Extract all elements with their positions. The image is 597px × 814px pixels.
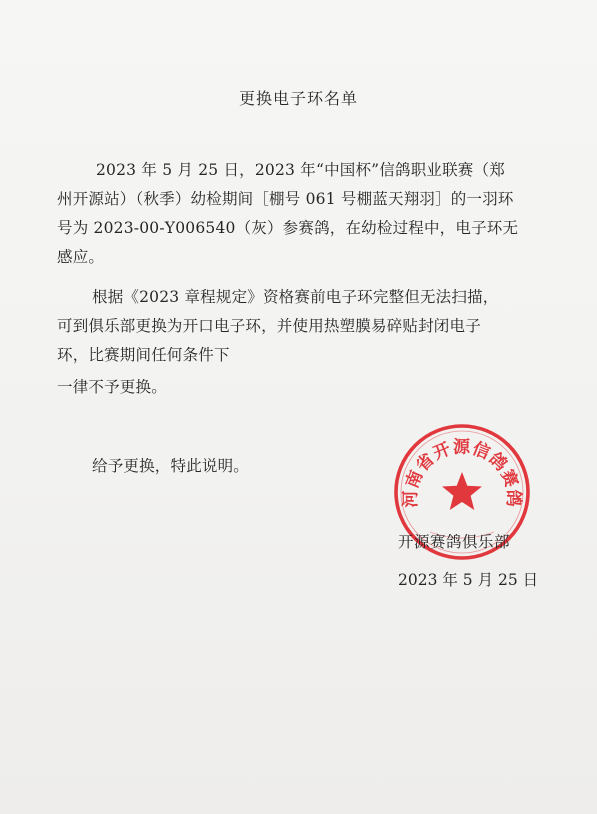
- seal-star-icon: [442, 472, 482, 510]
- signature-date: 2023 年 5 月 25 日: [398, 571, 539, 589]
- signature-organization: 开源赛鸽俱乐部: [398, 533, 511, 551]
- paragraph-2-line-2: 可到俱乐部更换为开口电子环，并使用热塑膜易碎贴封闭电子: [57, 317, 481, 335]
- paragraph-1-line-1: 2023 年 5 月 25 日，2023 年“中国杯”信鸽职业联赛（郑: [96, 161, 505, 179]
- paragraph-2-line-3: 环，比赛期间任何条件下: [57, 346, 230, 364]
- seal-text: 河南省开源信鸽赛鸽: [400, 437, 524, 508]
- paragraph-2-line-4: 一律不予更换。: [57, 378, 167, 396]
- paragraph-1-line-2: 州开源站）（秋季）幼检期间［棚号 061 号棚蓝天翔羽］的一羽环: [57, 190, 514, 208]
- document-title: 更换电子环名单: [238, 89, 358, 108]
- closing-statement: 给予更换，特此说明。: [92, 457, 250, 475]
- paragraph-2-line-1: 根据《2023 章程规定》资格赛前电子环完整但无法扫描，: [92, 288, 499, 306]
- paragraph-1-line-3: 号为 2023-00-Y006540（灰）参赛鸽，在幼检过程中，电子环无: [57, 219, 519, 237]
- paragraph-1-line-4: 感应。: [57, 248, 105, 266]
